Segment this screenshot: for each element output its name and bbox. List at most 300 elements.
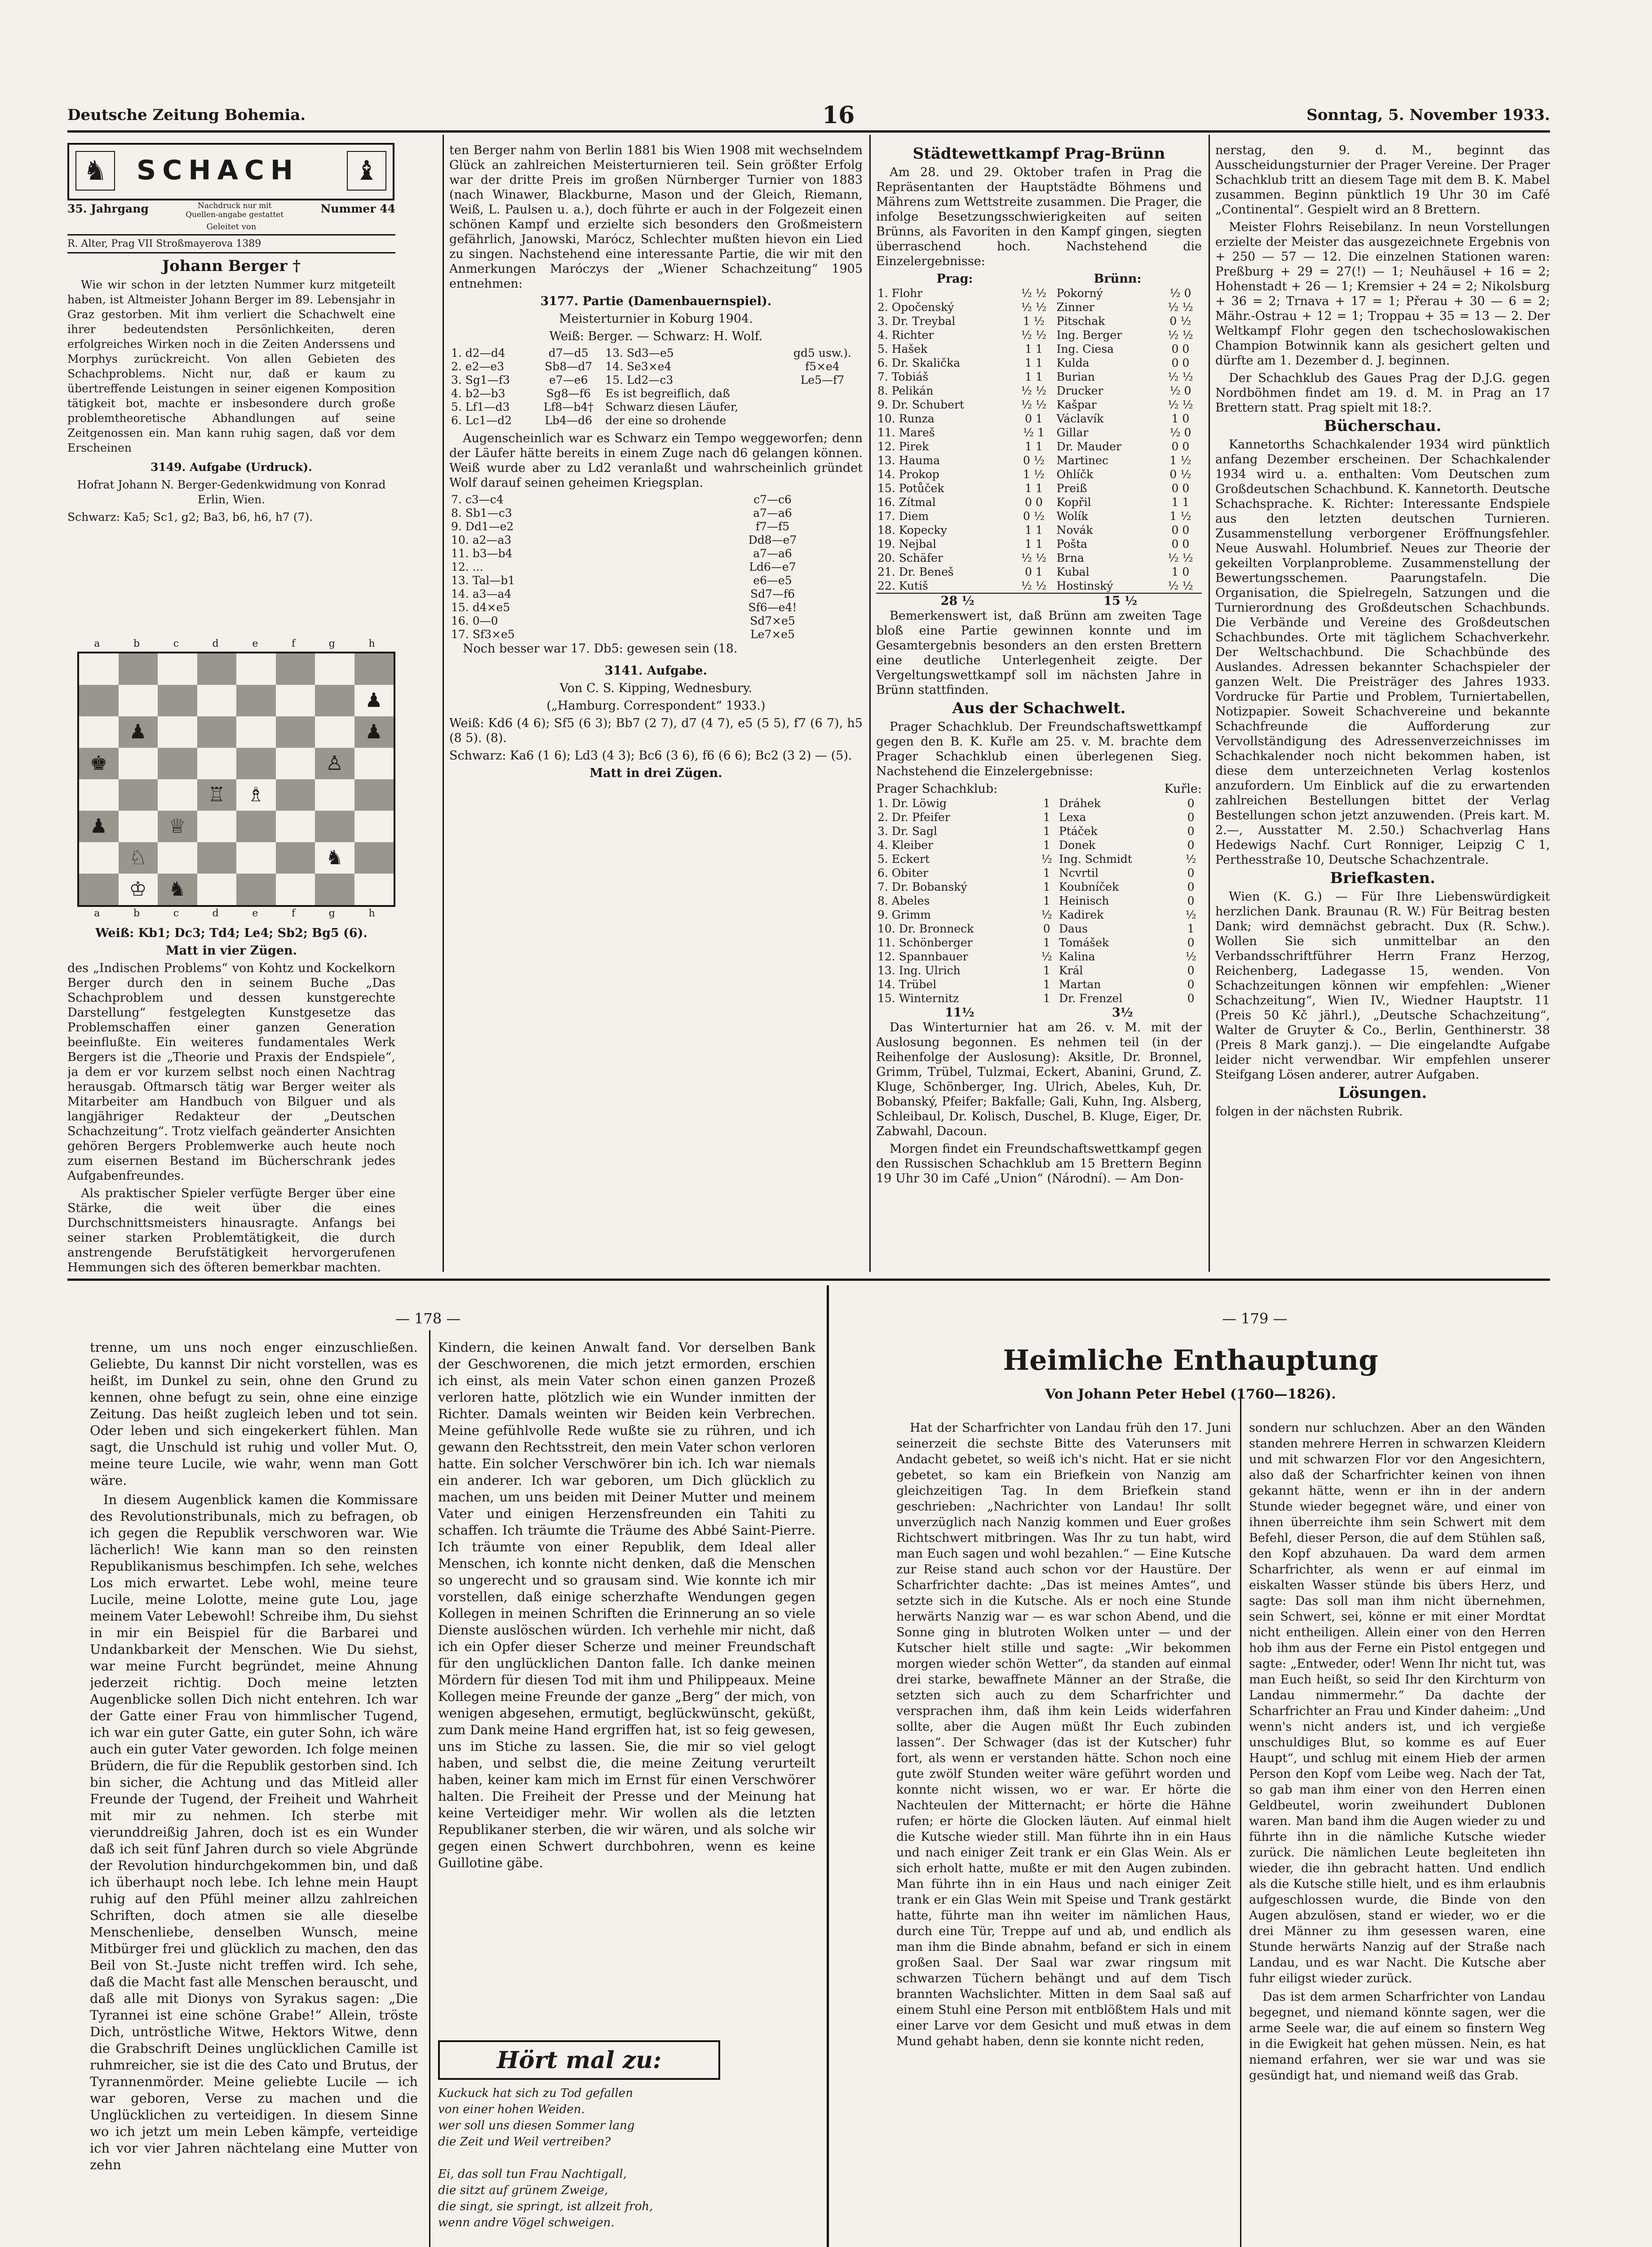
file-letters-bottom: [77, 908, 392, 919]
table-cell: ½ ½: [1021, 287, 1047, 300]
file-letter: d: [212, 908, 219, 919]
board-square: [315, 685, 354, 716]
table-cell: 0 0: [1171, 356, 1190, 369]
chess-piece-icon: ♔: [129, 878, 147, 901]
table-cell: 1: [1043, 825, 1050, 838]
editor-line: R. Alter, Prag VII Stroßmayerova 1389: [67, 234, 395, 253]
story-title: Heimliche Enthauptung: [1003, 1344, 1378, 1377]
table-cell: 1: [1043, 936, 1050, 949]
table-cell: 13. Ing. Ulrich: [877, 964, 961, 977]
table-cell: 0 ½: [1023, 510, 1045, 523]
table-cell: 13. Tal—b1: [451, 574, 515, 587]
board-square: [315, 779, 354, 811]
board-square: [315, 811, 354, 842]
issue-date: Sonntag, 5. November 1933.: [1307, 106, 1550, 124]
table-cell: 1: [1043, 964, 1050, 977]
table-cell: 0 ½: [1169, 468, 1191, 481]
staedte-remark: Bemerkenswert ist, daß Brünn am zweiten Tage bloß eine Partie gewinnen konnte und im Gesamtergebnis besonders an den ersten Brettern eine deutliche Unterlegenheit zeigte. Der Vergeltungswettkampf soll im nächsten Jahre in Brünn stattfinden.: [876, 609, 1202, 697]
board-square: [79, 653, 119, 685]
table-cell: 9. Dd1—e2: [451, 520, 514, 533]
move-row: [449, 346, 863, 360]
table-cell: Ptáček: [1059, 825, 1098, 838]
bishop-icon: ♝: [347, 151, 386, 191]
move-row: [449, 414, 863, 427]
table-cell: 1 1: [1025, 537, 1043, 551]
table-cell: e6—e5: [753, 574, 792, 587]
table-cell: 6. Lc1—d2: [451, 414, 512, 427]
table-cell: Daus: [1059, 922, 1088, 935]
table-cell: Dráhek: [1059, 797, 1101, 810]
table-cell: Hostinský: [1056, 579, 1113, 592]
table-cell: 0 ½: [1023, 454, 1045, 467]
table-cell: 1 1: [1025, 356, 1043, 369]
file-letter: h: [368, 638, 375, 649]
table-cell: a7—a6: [753, 506, 792, 520]
file-letter: a: [94, 638, 100, 649]
table-cell: 1 1: [1025, 482, 1043, 495]
table-cell: 1 1: [1025, 370, 1043, 383]
table-cell: Ncvrtil: [1059, 866, 1099, 879]
table-cell: 1: [1043, 978, 1050, 991]
column-divider: [1240, 1393, 1241, 2247]
table-cell: Es ist begreiflich, daß: [605, 387, 730, 400]
table-cell: 15. Winternitz: [877, 992, 959, 1005]
table-cell: 5. Hašek: [877, 342, 928, 355]
file-letter: e: [252, 638, 258, 649]
schachwelt-title: Aus der Schachwelt.: [952, 699, 1126, 717]
move-row: [449, 560, 863, 574]
chess-piece-icon: ♟: [365, 689, 383, 712]
chess-piece-icon: ♘: [129, 846, 147, 869]
table-cell: Ing. Schmidt: [1059, 853, 1132, 866]
table-cell: 0 0: [1171, 342, 1190, 355]
loes-title: Lösungen.: [1338, 1084, 1427, 1102]
table-cell: 6. Obiter: [877, 866, 929, 879]
club-row: [876, 950, 1202, 964]
table-cell: 1: [1187, 922, 1195, 935]
board-square: [236, 811, 276, 842]
table-cell: 1: [1043, 866, 1050, 879]
staedte-title: Städtewettkampf Prag-Brünn: [912, 145, 1165, 163]
table-cell: Le5—f7: [800, 373, 845, 386]
table-cell: ½ ½: [1021, 301, 1047, 314]
table-cell: 11. b3—b4: [451, 547, 513, 560]
table-cell: ½ ½: [1168, 301, 1193, 314]
club-row: [876, 922, 1202, 936]
table-cell: 0 0: [1171, 524, 1190, 537]
club-row: [876, 838, 1202, 852]
table-cell: 3. Dr. Treybal: [877, 315, 956, 328]
story-col-1: [896, 1420, 1231, 2247]
table-cell: Zinner: [1056, 301, 1094, 314]
table-cell: 19. Nejbal: [877, 537, 937, 551]
board-square: [354, 748, 394, 779]
masthead: [67, 102, 1550, 129]
board-square: [236, 842, 276, 874]
board-square: [79, 842, 119, 874]
board-square: [197, 842, 237, 874]
table-cell: 0 0: [1171, 482, 1190, 495]
file-letter: c: [173, 908, 179, 919]
table-cell: ½ ½: [1168, 551, 1193, 564]
buecher-title: Bücherschau.: [1324, 417, 1442, 435]
page-divider: [827, 1285, 829, 2247]
lower-mid-col: [438, 1339, 815, 2031]
table-cell: Kopřil: [1056, 496, 1091, 509]
club-right-label: Kuřle:: [1164, 782, 1202, 796]
table-cell: Kubal: [1056, 565, 1090, 578]
table-cell: 1: [1043, 880, 1050, 893]
result-row: [876, 579, 1202, 593]
result-row: [876, 523, 1202, 537]
chess-piece-icon: ♟: [129, 720, 147, 743]
board-square: [119, 685, 158, 716]
move-row: [449, 587, 863, 601]
table-cell: 1 ½: [1169, 454, 1191, 467]
board-square: [197, 811, 237, 842]
table-cell: 0 1: [1025, 412, 1043, 425]
board-square: [197, 748, 237, 779]
table-cell: Václavík: [1056, 412, 1104, 425]
table-cell: 0 0: [1171, 537, 1190, 551]
table-cell: a7—a6: [753, 547, 792, 560]
after-board-text: des „Indischen Problems“ von Kohtz und Kockelkorn Berger durch den in seinem Buche „Das Schachproblem und dessen kunstgerechte Darstellung“ festgelegten Kunstgesetze das Problemschaffen einer ganzen Generation beeinflußte. Ein weiteres fundamentales Werk Bergers ist die „Theorie und Praxis der Endspiele“, ja dem er vor kurzem selbst noch einen Nachtrag herausgab. Oftmarsch tätig war Berger weiter als Mitarbeiter am Handbuch von Bilguer und als langjähriger Redakteur der „Deutschen Schachzeitung“. Trotz vielfach geänderter Ansichten gehören Bergers Problemwerke auch heute noch zum eisernen Bestand im Bücherschrank jedes Aufgabenfreundes.: [67, 961, 395, 1183]
problem1-title: 3149. Aufgabe (Urdruck).: [151, 461, 312, 474]
chess-piece-icon: ♚: [89, 752, 108, 775]
board-square: [158, 653, 197, 685]
board-square: [79, 685, 119, 716]
board-square: [236, 748, 276, 779]
result-row: [876, 426, 1202, 440]
move-row: [449, 506, 863, 520]
board-square: [236, 685, 276, 716]
table-cell: Kalina: [1059, 950, 1095, 963]
move-row: [449, 493, 863, 506]
table-cell: 5. Lf1—d3: [451, 400, 510, 413]
poem-line: wenn andre Vögel schweigen.: [438, 2216, 615, 2229]
board-square: [79, 874, 119, 905]
table-cell: 11. Schönberger: [877, 936, 973, 949]
chess-piece-icon: ♗: [247, 783, 265, 806]
file-letter: c: [173, 638, 179, 649]
board-square: [276, 748, 315, 779]
table-cell: 9. Dr. Schubert: [877, 398, 965, 411]
table-cell: 12. Pirek: [877, 440, 929, 453]
table-cell: 0 0: [1025, 496, 1043, 509]
story-text-3: Das ist dem armen Scharfrichter von Landau begegnet, und niemand könnte sagen, wer die arme Seele war, die auf einem so finstern Weg in die Ewigkeit hat gehen müssen. Nein, es hat niemand erfahren, wer sie war und was sie gesündigt hat, und niemand weiß das Grab.: [1249, 1990, 1546, 2083]
move-row: [449, 387, 863, 400]
problem1-white: Weiß: Kb1; Dc3; Td4; Le4; Sb2; Bg5 (6).: [95, 926, 368, 940]
table-cell: ½: [1041, 853, 1052, 866]
hoert-mal-title: Hört mal zu:: [496, 2047, 662, 2074]
table-cell: 0: [1187, 797, 1195, 810]
table-cell: Kašpar: [1056, 398, 1097, 411]
table-cell: 1: [1043, 811, 1050, 824]
table-cell: ½ ½: [1021, 329, 1047, 342]
table-cell: Ing. Ciesa: [1056, 342, 1114, 355]
table-cell: 1 0: [1171, 412, 1190, 425]
hoert-mal-box: [438, 2040, 720, 2080]
table-cell: 7. Dr. Bobanský: [877, 880, 967, 893]
club-total-b: 3½: [1112, 1006, 1133, 1020]
result-row: [876, 453, 1202, 467]
chess-board: [77, 652, 395, 907]
knight-icon: ♞: [75, 151, 115, 191]
game-event: Meisterturnier in Koburg 1904.: [559, 312, 753, 326]
table-cell: 5. Eckert: [877, 853, 930, 866]
table-cell: 0: [1187, 978, 1195, 991]
club-row: [876, 796, 1202, 810]
poem-line: die sitzt auf grünem Zweige,: [438, 2184, 608, 2197]
column-divider: [869, 135, 871, 1272]
result-row: [876, 342, 1202, 356]
table-cell: Král: [1059, 964, 1083, 977]
result-row: [876, 300, 1202, 314]
board-square: [276, 779, 315, 811]
board-square: [354, 874, 394, 905]
col2-intro: ten Berger nahm von Berlin 1881 bis Wien 1908 mit wechselndem Glück an zahlreichen Meisterturnieren teil. Sein größter Erfolg war der dritte Preis im großen Nürnberger Turnier von 1883 (nach Winawer, Blackburne, Mason und der Gleich, Riemann, Weiß, L. Paulsen u. a.), doch führte er auch in der Folgezeit einen schönen Kampf und erzielte sich besonders den Großmeistern gefährlich, Janowski, Marócz, Schlechter mußten hievon ein Lied zu singen. Nachstehend eine interessante Partie, die wir mit den Anmerkungen Maróczys der „Wiener Schachzeitung“ 1905 entnehmen:: [449, 143, 863, 291]
file-letter: b: [133, 908, 140, 919]
table-cell: 1 1: [1171, 496, 1190, 509]
table-cell: Lexa: [1059, 811, 1086, 824]
result-row: [876, 537, 1202, 551]
board-square: [119, 779, 158, 811]
file-letter: g: [328, 638, 335, 649]
table-cell: 14. Se3×e4: [605, 360, 672, 373]
move-row: [449, 360, 863, 373]
story-text-2: sondern nur schluchzen. Aber an den Wänden standen mehrere Herren in schwarzen Kleidern und mit schwarzen Flor vor den Angesichtern, also daß der Scharfrichter keinen von ihnen gekannt hätte, wenn er ihn in der andern Stunde wieder begegnet wäre, und einer von ihnen überreichte ihm sein Schwert mit dem Befehl, dieser Person, die auf dem Stühlen saß, den Kopf abzuhauen. Da ward dem armen Scharfrichter, als wenn er auf einmal im eiskalten Wasser stünde bis übers Herz, und sagte: Das soll man ihm nicht übernehmen, sein Schwert, sei, könne er mit einer Mordtat nicht entheiligen. Allein einer von den Herren hob ihm aus der Ferne ein Pistol entgegen und sagte: „Entweder, oder! Wenn Ihr nicht tut, was man Euch heißt, so seid Ihr den Kirchturm von Landau nimmermehr.“ Da dachte der Scharfrichter an Frau und Kinder daheim: „Und wenn's nicht anders ist, und ich vergieße unschuldiges Blut, so komme es auf Euer Haupt“, und schlug mit einem Hieb der armen Person den Kopf vom Leibe weg. Nach der Tat, so gab man ihm einer von den Herren einen Geldbeutel, worin zweihundert Dublonen waren. Man band ihm die Augen wieder zu und führte ihn in die nämliche Kutsche wieder zurück. Die nämlichen Leute begleiteten ihn wieder, die ihn gebracht hatten. Und endlich als die Kutsche stille hielt, und es ihm erlaubnis aufgeschlossen wurde, die Binde von den Augen abzulösen, stand er wieder, wo er die drei Männer zu ihm gesessen waren, eine Stunde herwärts Nanzig auf der Straße nach Landau, und es war Nacht. Die Kutsche aber fuhr eiligst wieder zurück.: [1249, 1421, 1546, 1985]
board-square: [197, 653, 237, 685]
table-cell: 13. Hauma: [877, 454, 940, 467]
poem-line: [438, 2150, 735, 2166]
table-cell: Sb8—d7: [545, 360, 593, 373]
loes-text: folgen in der nächsten Rubrik.: [1215, 1105, 1403, 1119]
table-cell: 7. Tobiáš: [877, 370, 929, 383]
table-cell: 8. Sb1—c3: [451, 506, 512, 520]
staedte-col: [876, 143, 1202, 1271]
table-cell: Pošta: [1056, 537, 1088, 551]
table-cell: 14. Prokop: [877, 468, 939, 481]
file-letter: a: [94, 908, 100, 919]
masthead-rule: [67, 130, 1550, 133]
club-row: [876, 894, 1202, 908]
problem2-author: Von C. S. Kipping, Wednesbury.: [559, 681, 753, 695]
board-square: [197, 874, 237, 905]
table-cell: Pitschak: [1056, 315, 1105, 328]
table-cell: ½ ½: [1168, 579, 1193, 592]
table-cell: 15. d4×e5: [451, 601, 510, 614]
obituary-text: Wie wir schon in der letzten Nummer kurz mitgeteilt haben, ist Altmeister Johann Berger im 89. Lebensjahr in Graz gestorben. Mit ihm verliert die Schachwelt eine ihrer bedeutendsten Persönlichkeiten, deren erfolgreiches Wirken noch in die Zeiten Anderssens und Morphys zurückreicht. Von allen Gebieten des Schachproblems. Nicht nur, daß er kaum zu übertreffende Leistungen in seiner eigenen Komposition tätigkeit bot, machte er insbesondere durch große problemtheoretische Abhandlungen auf seine Zeitgenossen ein. Man kann ruhig sagen, daß vor dem Erscheinen: [67, 278, 395, 454]
table-cell: 0: [1187, 894, 1195, 907]
board-square: [276, 653, 315, 685]
chess-piece-icon: ♕: [168, 815, 186, 838]
brief-title: Briefkasten.: [1330, 869, 1435, 887]
game-notes-2: Noch besser war 17. Db5: gewesen sein (18.: [463, 642, 738, 656]
table-cell: 1: [1043, 839, 1050, 852]
table-cell: ½ ½: [1021, 384, 1047, 397]
table-cell: ½ ½: [1021, 579, 1047, 592]
table-cell: 4. Kleiber: [877, 839, 934, 852]
problem2-white: Weiß: Kd6 (4 6); Sf5 (6 3); Bb7 (2 7), d7 (4 7), e5 (5 5), f7 (6 7), h5 (8 5). (8).: [449, 716, 863, 745]
table-cell: 15. Ld2—c3: [605, 373, 673, 386]
table-cell: 1. d2—d4: [451, 346, 505, 360]
club-row: [876, 880, 1202, 894]
story-author: Von Johann Peter Hebel (1760—1826).: [1045, 1386, 1336, 1402]
table-cell: 9. Grimm: [877, 908, 931, 921]
brunn-total: 15 ½: [1103, 594, 1138, 608]
chess-piece-icon: ♟: [365, 720, 383, 743]
board-square: [315, 716, 354, 748]
table-cell: 0 0: [1171, 440, 1190, 453]
board-square: [158, 716, 197, 748]
board-square: [236, 653, 276, 685]
table-cell: Schwarz diesen Läufer,: [605, 400, 739, 413]
result-row: [876, 314, 1202, 328]
table-cell: Kadirek: [1059, 908, 1104, 921]
table-cell: 2. e2—e3: [451, 360, 505, 373]
board-square: [315, 874, 354, 905]
chess-piece-icon: ♞: [325, 846, 344, 869]
table-cell: 6. Dr. Skalička: [877, 356, 961, 369]
chess-piece-icon: ♞: [168, 878, 186, 901]
prag-total: 28 ½: [940, 594, 974, 608]
club-table: [876, 796, 1202, 1005]
move-row: [449, 547, 863, 560]
buecher-text: Kannetorths Schachkalender 1934 wird pünktlich anfang Dezember erscheinen. Der Schachkalender 1934 wird u. a. enthalten: Vom Deutschen zum Großdeutschen Schachbund. K. Kannetorth. Deutsche Schachsprache. K. Richter: Interessante Endspiele aus den letzten deutschen Turnieren. Zusammenstellung verborgener Eröffnungsfehler. Neue Auswahl. Holumbrief. Neues zur Theorie der gekeilten Vorplanprobleme. Zusammenstellung der Bewertungsschemen. Paarungstafeln. Die Organisation, die Spielregeln, Satzungen und die Turnierordnung des Großdeutschen Schachbunds. Die Verbände und Vereine des Großdeutschen Schachbundes. Orte mit täglichem Schachverkehr. Der Weltschachbund. Die Schachbünde des Auslandes. Adressen bekannter Schachspieler der ganzen Welt. Die Preisträger des Jahres 1933. Vordrucke für Partie und Problem, Turniertabellen, Notizpapier. Soweit Schachvereine und bekannte Schachfreunde die Aufforderung zur Vervollständigung des Adressenverzeichnisses im Schachkalender noch nicht bekommen haben, ist diese dem unterzeichneten Verlag kostenlos anzufordern. Um Einblick auf die zu erwartenden zahlreichen Bestellungen bittet der Verlag Bestellungen schon jetzt anzuwenden. (Preis kart. M. 2.—, Ausstatter M. 2.50.) Schachverlag Hans Hedewigs Nachf. Curt Ronniger, Leipzig C 1, Perthesstraße 10, Deutsche Schachzentrale.: [1215, 438, 1550, 867]
table-cell: 13. Sd3—e5: [605, 346, 674, 360]
table-cell: Sd7×e5: [750, 614, 795, 627]
column-divider: [443, 135, 444, 1272]
table-cell: Tomášek: [1059, 936, 1109, 949]
board-square: [236, 716, 276, 748]
table-cell: ½: [1185, 950, 1196, 963]
table-cell: ½ 0: [1169, 384, 1191, 397]
schach-meta: [67, 201, 395, 527]
table-cell: Dr. Frenzel: [1059, 992, 1123, 1005]
club-total: 11½: [945, 1006, 974, 1020]
schachwelt-text: Prager Schachklub. Der Freundschaftswettkampf gegen den B. K. Kuřle am 25. v. M. brachte dem Prager Schachklub einen überlegenen Sieg. Nachstehend die Einzelergebnisse:: [876, 720, 1202, 778]
brief-text: Wien (K. G.) — Für Ihre Liebenswürdigkeit herzlichen Dank. Braunau (R. W.) Für Beitrag besten Dank; wird demnächst gebracht. Dux (R. Schw.). Wollen Sie sich unmittelbar an den Verbandsschriftführer Herrn Franz Herzog, Reichenberg, Ladegasse 15, wenden. Von Schachzeitungen können wir empfehlen: „Wiener Schachzeitung“, Wien IV., Wiedner Hauptstr. 11 (Preis 50 Kč jährl.), „Deutsche Schachzeitung“, Walter de Gruyter & Co., Berlin, Genthinerstr. 38 (Preis 8 Mark ganzj.). — Die eingelandte Aufgabe leider nicht verwendbar. Wir empfehlen unserer Steifgang Lösen anderer, autrer Aufgaben.: [1215, 890, 1550, 1082]
table-cell: 0: [1187, 964, 1195, 977]
right-col: [1215, 143, 1550, 1271]
table-cell: ½ 0: [1169, 287, 1191, 300]
move-row: [449, 628, 863, 641]
result-row: [876, 467, 1202, 481]
winter-text: Das Winterturnier hat am 26. v. M. mit der Auslosung begonnen. Es nehmen teil (in der Reihenfolge der Auslosung): Aksitle, Dr. Bronnel, Grimm, Trübel, Tulzmai, Eckert, Abanini, Grund, Z. Kluge, Schönberger, Ing. Ulrich, Abeles, Kuh, Dr. Bobanský, Pfeifer; Bakfalle; Gali, Kuhn, Ing. Alsberg, Schleibaul, Dr. Kolisch, Duschel, B. Kluge, Eiger, Dr. Zabwahl, Dacoun.: [876, 1021, 1202, 1138]
table-cell: Sd7—f6: [750, 587, 795, 600]
page-number-left: — 178 —: [395, 1310, 461, 1327]
board-square: [236, 874, 276, 905]
file-letter: d: [212, 638, 219, 649]
board-square: [79, 779, 119, 811]
table-cell: 0 1: [1025, 565, 1043, 578]
moves-table-2: [449, 493, 863, 641]
club-row: [876, 991, 1202, 1005]
result-row: [876, 440, 1202, 453]
table-cell: 17. Sf3×e5: [451, 628, 515, 641]
poem-line: Kuckuck hat sich zu Tod gefallen: [438, 2087, 633, 2100]
table-cell: 1 0: [1171, 565, 1190, 578]
table-cell: 0: [1187, 880, 1195, 893]
club-row: [876, 824, 1202, 838]
problem2-black: Schwarz: Ka6 (1 6); Ld3 (4 3); Bc6 (3 6), f6 (6 6); Bc2 (3 2) — (5).: [449, 749, 852, 763]
obituary-title: Johann Berger †: [162, 257, 301, 275]
table-cell: ½: [1185, 908, 1196, 921]
table-cell: ½: [1041, 950, 1052, 963]
club-row: [876, 866, 1202, 880]
file-letters-top: [77, 638, 392, 649]
poem: [438, 2085, 735, 2231]
table-cell: f5×e4: [805, 360, 840, 373]
result-row: [876, 398, 1202, 412]
move-row: [449, 520, 863, 533]
result-row: [876, 481, 1202, 495]
table-cell: 1. Dr. Löwig: [877, 797, 947, 810]
table-cell: 4. Richter: [877, 329, 934, 342]
table-cell: Dr. Mauder: [1056, 440, 1122, 453]
letter-text-3: Kindern, die keinen Anwalt fand. Vor derselben Bank der Geschworenen, die mich jetzt ermorden, erschien ich einst, als mein Vater schon einen ganzen Prozeß verloren hatte, plötzlich wie ein Wunder inmitten der Richter. Damals weinten wir Beiden kein Verbrechen. Meine gefühlvolle Rede wußte sie zu rühren, und ich gewann den Rechtsstreit, den mein Vater schon verloren hatte. Ein solcher Verschwörer bin ich. Ich war niemals ein anderer. Ich war geboren, um Dich glücklich zu machen, um uns beiden mit Deiner Mutter und meinem Vater und einigen Herzensfreunden ein Tahiti zu schaffen. Ich träumte die Träume des Abbé Saint-Pierre. Ich träumte von einer Republik, dem Ideal aller Menschen, ich konnte nicht denken, daß die Menschen so ungerecht und so grausam sind. Wie konnte ich mir vorstellen, daß einige scherzhafte Wendungen gegen Kollegen in meinen Schriften die Erinnerung an so viele Dienste auslöschen würden. Ich verhehle mir nicht, daß ich ein Opfer dieser Scherze und meiner Freundschaft für den unglücklichen Danton falle. Ich danke meinen Mördern für diesen Tod mit ihm und Philippeaux. Meine Kollegen meine Freunde der ganze „Berg“ der mich, von wenigen abgesehen, ermutigt, beglückwünscht, geküßt, zum Dank meine Hand ergriffen hat, ist so feig gewesen, uns im Stiche zu lassen. Sie, die mir so viel gelogt haben, und selbst die, die meine Zeitung verurteilt haben, keiner kam mich im Ernst für einen Verschwörer halten. Die Freiheit der Presse und der Meinung hat keine Verteidiger mehr. Wir wollen als die letzten Republikaner sterben, die wir wären, und als solche wir gegen einen Schwert durchbohren, wenn es keine Guillotine gäbe.: [438, 1340, 815, 1870]
board-square: [158, 685, 197, 716]
table-cell: Novák: [1056, 524, 1093, 537]
club-left-label: Prager Schachklub:: [876, 782, 998, 796]
table-cell: f7—f5: [755, 520, 790, 533]
results-table: [876, 286, 1202, 593]
table-cell: 16. Zítmal: [877, 496, 936, 509]
table-cell: Sg8—f6: [546, 387, 591, 400]
result-row: [876, 384, 1202, 398]
table-cell: Preiß: [1056, 482, 1087, 495]
game-notes: Augenscheinlich war es Schwarz ein Tempo weggeworfen; denn der Läufer hätte bereits in einem Zuge nach d6 gelangen können. Weiß wurde aber zu Ld2 veranlaßt und wahrscheinlich gründet Wolf darauf seinen geheimen Kriegsplan.: [449, 431, 863, 490]
table-cell: 18. Kopecky: [877, 524, 947, 537]
moves-table: [449, 346, 863, 427]
table-cell: Dd8—e7: [748, 533, 797, 546]
table-cell: 1 ½: [1169, 510, 1191, 523]
table-cell: Ing. Berger: [1056, 329, 1122, 342]
table-cell: 8. Abeles: [877, 894, 930, 907]
table-cell: 0: [1043, 922, 1050, 935]
club-row: [876, 936, 1202, 950]
file-letter: f: [292, 908, 296, 919]
table-cell: 10. Runza: [877, 412, 935, 425]
table-cell: 1: [1043, 797, 1050, 810]
table-cell: Drucker: [1056, 384, 1103, 397]
column-divider: [429, 1330, 430, 2247]
table-cell: Martinec: [1056, 454, 1108, 467]
page-number-right: — 179 —: [1222, 1310, 1288, 1327]
result-row: [876, 412, 1202, 426]
move-row: [449, 574, 863, 587]
table-cell: 12. ...: [451, 560, 483, 573]
club-row: [876, 852, 1202, 866]
board-square: [276, 874, 315, 905]
table-cell: gd5 usw.).: [793, 346, 851, 360]
poem-line: Ei, das soll tun Frau Nachtigall,: [438, 2167, 627, 2181]
board-square: [119, 811, 158, 842]
result-row: [876, 551, 1202, 565]
table-cell: 3. Dr. Sagl: [877, 825, 937, 838]
morgen-text: Morgen findet ein Freundschaftswettkampf gegen den Russischen Schachklub am 15 Brettern Beginn 19 Uhr 30 im Café „Union“ (Národní). — Am Don-: [876, 1142, 1202, 1186]
board-square: [354, 811, 394, 842]
table-cell: Burian: [1056, 370, 1095, 383]
table-cell: c7—c6: [753, 493, 792, 506]
table-cell: 8. Pelikán: [877, 384, 934, 397]
board-square: [315, 653, 354, 685]
table-cell: 0 ½: [1169, 315, 1191, 328]
table-cell: 21. Dr. Beneš: [877, 565, 954, 578]
club-row: [876, 908, 1202, 922]
newspaper-name: Deutsche Zeitung Bohemia.: [67, 106, 306, 124]
table-cell: 17. Diem: [877, 510, 929, 523]
